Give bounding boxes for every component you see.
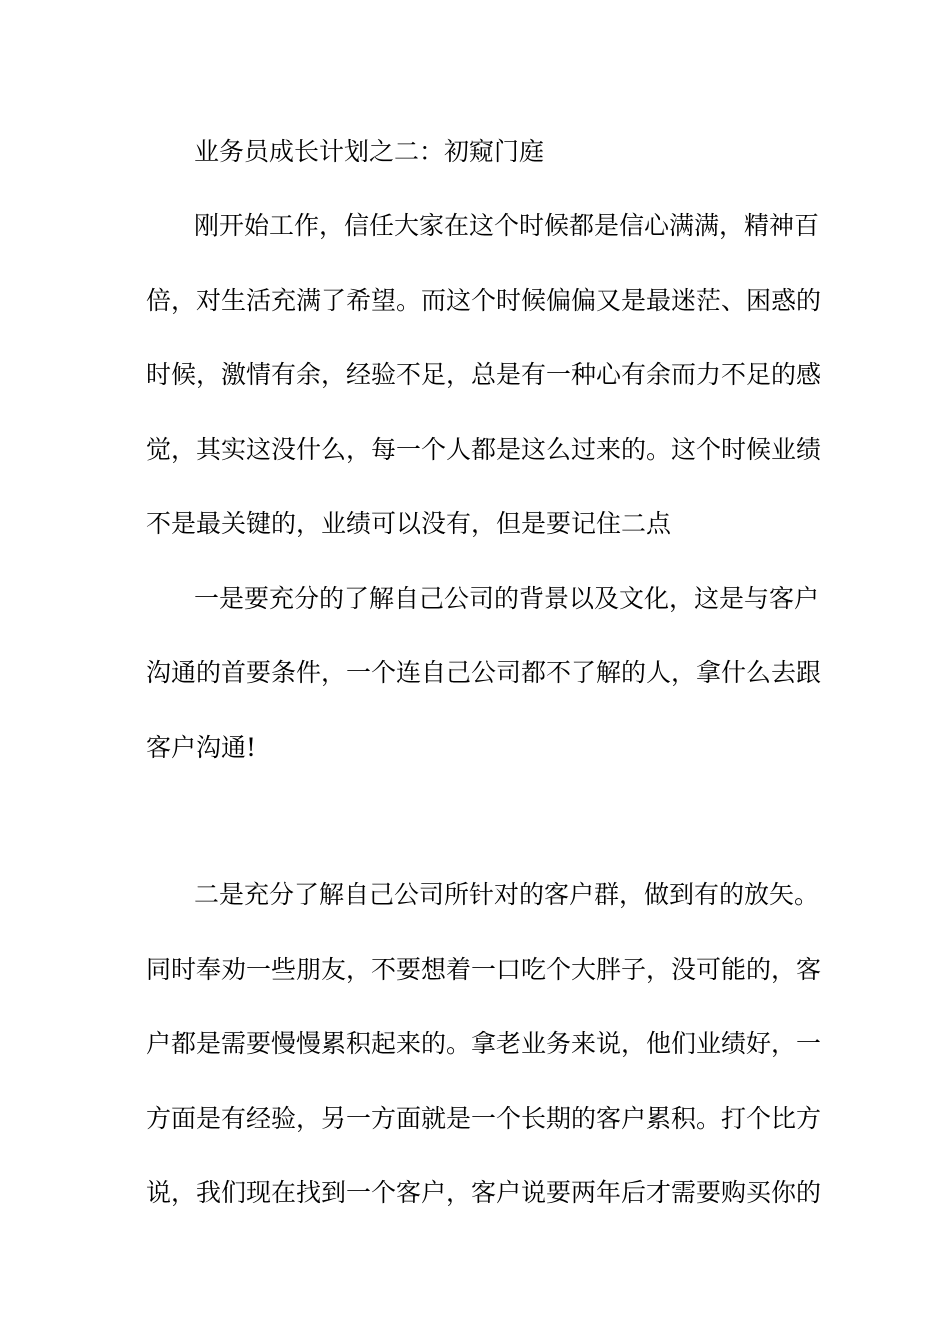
paragraph-line: 刚开始工作，信任大家在这个时候都是信心满满，精神百	[194, 211, 820, 240]
paragraph-line: 时候，激情有余，经验不足，总是有一种心有余而力不足的感	[146, 360, 822, 389]
document-title: 业务员成长计划之二：初窥门庭	[194, 137, 545, 166]
paragraph-line: 说，我们现在找到一个客户，客户说要两年后才需要购买你的	[146, 1178, 822, 1207]
paragraph-line: 户都是需要慢慢累积起来的。拿老业务来说，他们业绩好，一	[146, 1029, 822, 1058]
paragraph-line: 一是要充分的了解自己公司的背景以及文化，这是与客户	[194, 584, 820, 613]
paragraph-line: 觉，其实这没什么，每一个人都是这么过来的。这个时候业绩	[146, 435, 822, 464]
paragraph-line: 方面是有经验，另一方面就是一个长期的客户累积。打个比方	[146, 1104, 822, 1133]
paragraph-line: 不是最关键的，业绩可以没有，但是要记住二点	[146, 509, 672, 538]
paragraph-line: 同时奉劝一些朋友，不要想着一口吃个大胖子，没可能的，客	[146, 955, 822, 984]
paragraph-line: 沟通的首要条件，一个连自己公司都不了解的人，拿什么去跟	[146, 658, 822, 687]
paragraph-line: 倍，对生活充满了希望。而这个时候偏偏又是最迷茫、困惑的	[146, 286, 822, 315]
paragraph-line: 二是充分了解自己公司所针对的客户群，做到有的放矢。	[194, 880, 820, 909]
paragraph-line: 客户沟通!	[146, 733, 257, 762]
